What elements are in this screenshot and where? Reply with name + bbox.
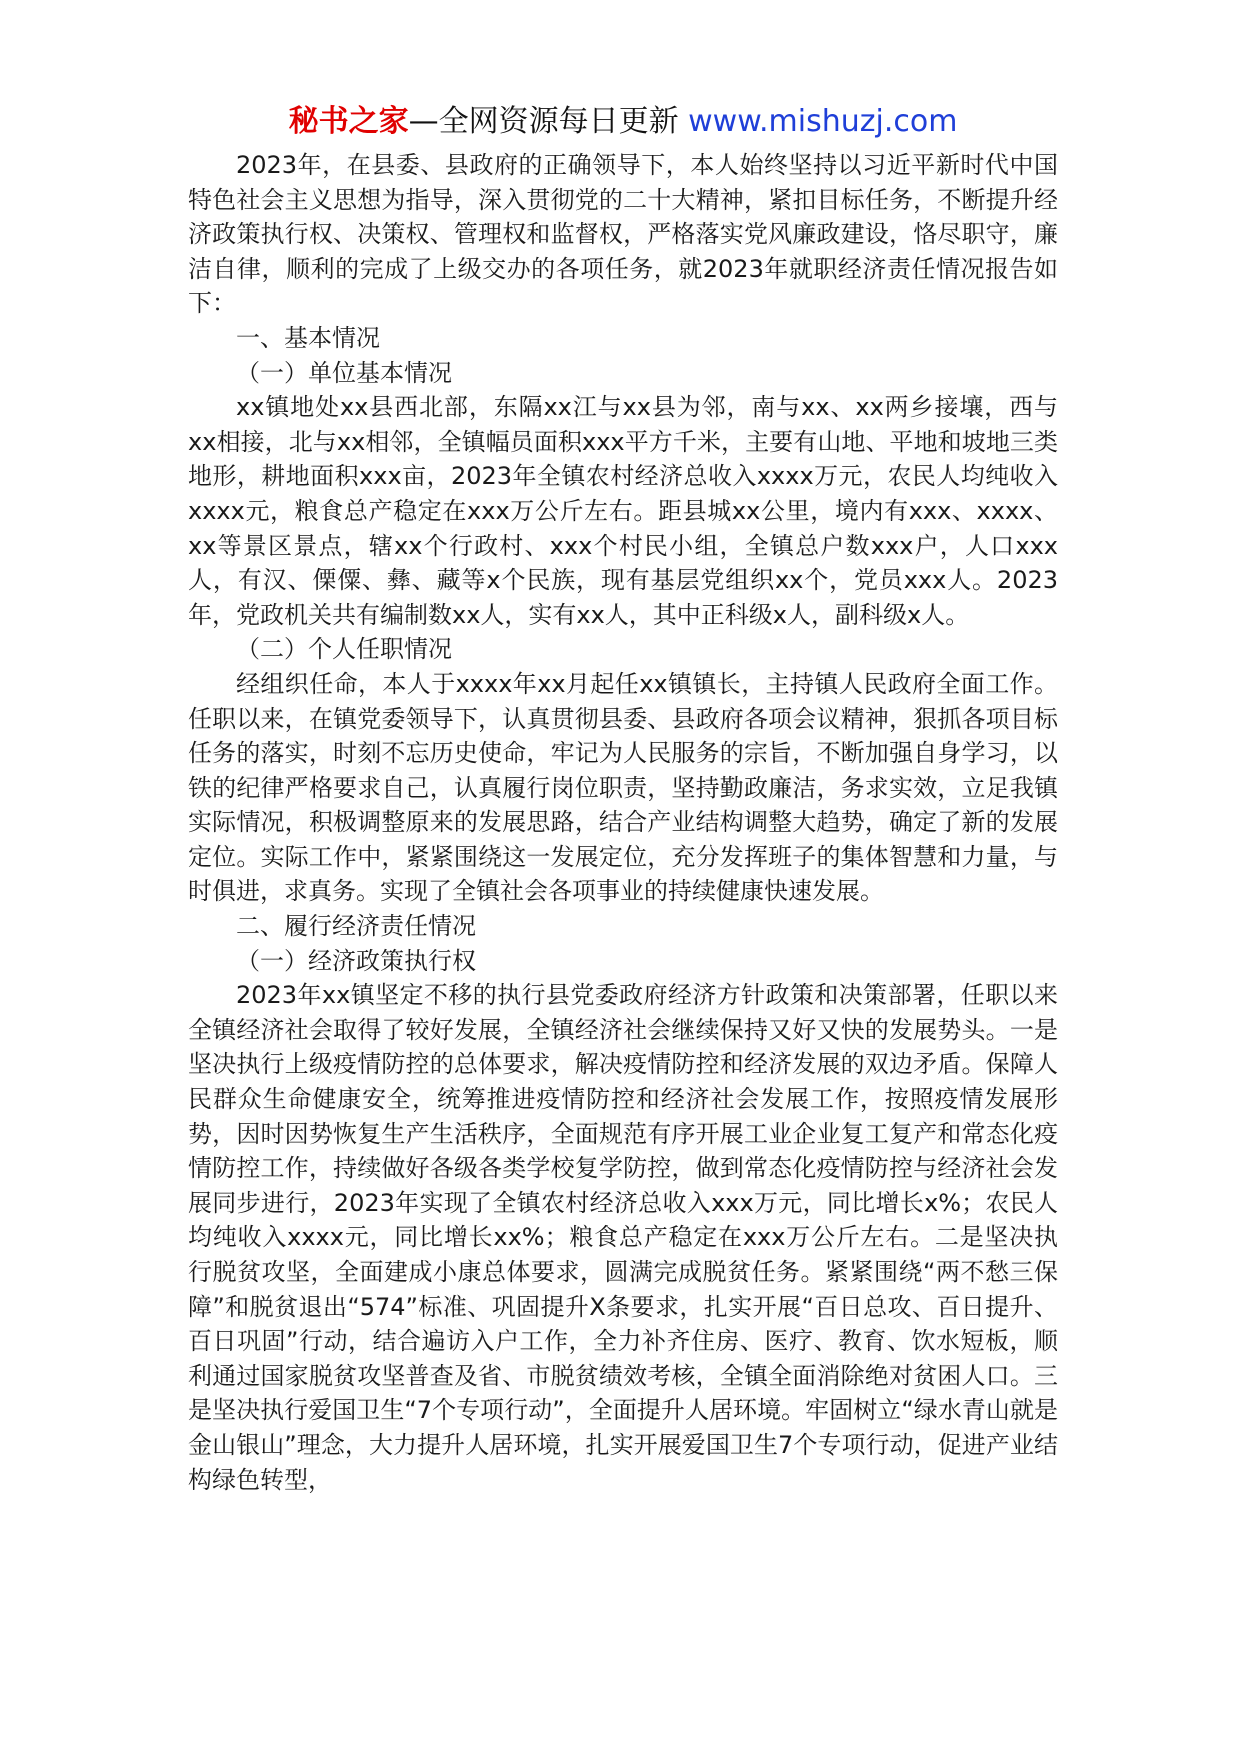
section-heading-economic-duty: 二、履行经济责任情况 bbox=[236, 912, 476, 941]
policy-execution-paragraph: 2023年xx镇坚定不移的执行县党委政府经济方针政策和决策部署，任职以来全镇经济社会取得了较好发展，全镇经济社会继续保持又好又快的发展势头。一是坚决执行上级疫情防控的总体要求，解决疫情防控和经济发展的双边矛盾。保障人民群众生命健康安全，统筹推进疫情防控和经济社会发展工作，按照疫情发展形势，因时因势恢复生产生活秩序，全面规范有序开展工业企业复工复产和常态化疫情防控工作，持续做好各级各类学校复学防控，做到常态化疫情防控与经济社会发展同步进行，2023年实现了全镇农村经济总收入xxx万元，同比增长x%；农民人均纯收入xxxx元，同比增长xx%；粮食总产稳定在xxx万公斤左右。二是坚决执行脱贫攻坚，全面建成小康总体要求，圆满完成脱贫任务。紧紧围绕“两不愁三保障”和脱贫退出“574”标准、巩固提升X条要求，扎实开展“百日总攻、百日提升、百日巩固”行动，结合遍访入户工作，全力补齐住房、医疗、教育、饮水短板，顺利通过国家脱贫攻坚普查及省、市脱贫绩效考核，全镇全面消除绝对贫困人口。三是坚决执行爱国卫生“7个专项行动”，全面提升人居环境。牢固树立“绿水青山就是金山银山”理念，大力提升人居环境，扎实开展爱国卫生7个专项行动，促进产业结构绿色转型， bbox=[188, 981, 1058, 1494]
site-brand: 秘书之家 bbox=[288, 104, 409, 139]
site-tagline: —全网资源每日更新 bbox=[408, 104, 679, 139]
site-url-link[interactable]: www.mishuzj.com bbox=[688, 104, 958, 139]
site-header bbox=[188, 100, 1058, 144]
unit-info-paragraph: xx镇地处xx县西北部，东隔xx江与xx县为邻，南与xx、xx两乡接壤，西与xx相接，北与xx相邻，全镇幅员面积xxx平方千米，主要有山地、平地和坡地三类地形，耕地面积xxx亩，2023年全镇农村经济总收入xxxx万元，农民人均纯收入xxxx元，粮食总产稳定在xxx万公斤左右。距县城xx公里，境内有xxx、xxxx、xx等景区景点，辖xx个行政村、xxx个村民小组，全镇总户数xxx户，人口xxx人，有汉、傈僳、彝、藏等x个民族，现有基层党组织xx个，党员xxx人。2023年，党政机关共有编制数xx人，实有xx人，其中正科级x人，副科级x人。 bbox=[188, 393, 1058, 629]
intro-paragraph: 2023年，在县委、县政府的正确领导下，本人始终坚持以习近平新时代中国特色社会主义思想为指导，深入贯彻党的二十大精神，紧扣目标任务，不断提升经济政策执行权、决策权、管理权和监督权，严格落实党风廉政建设，恪尽职守，廉洁自律，顺利的完成了上级交办的各项任务，就2023年就职经济责任情况报告如下： bbox=[188, 151, 1058, 318]
subsection-heading-policy-execution: （一）经济政策执行权 bbox=[236, 946, 476, 975]
document-body bbox=[188, 148, 1058, 1497]
subsection-heading-personal-post: （二）个人任职情况 bbox=[236, 635, 452, 664]
document-page bbox=[188, 100, 1058, 1497]
personal-post-paragraph: 经组织任命，本人于xxxx年xx月起任xx镇镇长，主持镇人民政府全面工作。任职以来，在镇党委领导下，认真贯彻县委、县政府各项会议精神，狠抓各项目标任务的落实，时刻不忘历史使命，牢记为人民服务的宗旨，不断加强自身学习，以铁的纪律严格要求自己，认真履行岗位职责，坚持勤政廉洁，务求实效，立足我镇实际情况，积极调整原来的发展思路，结合产业结构调整大趋势，确定了新的发展定位。实际工作中，紧紧围绕这一发展定位，充分发挥班子的集体智慧和力量，与时俱进，求真务。实现了全镇社会各项事业的持续健康快速发展。 bbox=[188, 669, 1058, 906]
subsection-heading-unit-info: （一）单位基本情况 bbox=[236, 358, 452, 387]
section-heading-basic-info: 一、基本情况 bbox=[236, 323, 380, 352]
